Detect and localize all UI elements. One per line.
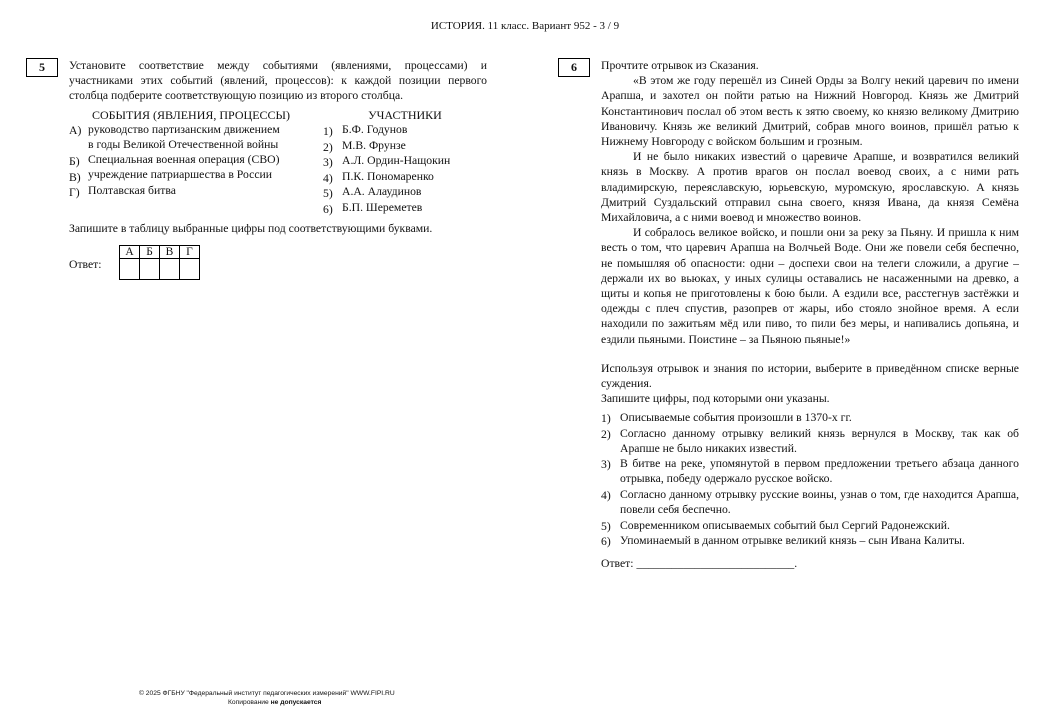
option-text: Современником описываемых событий был Сергий Радонежский.	[620, 518, 950, 532]
passage-paragraph: «В этом же году перешёл из Синей Орды за Волгу некий царевич по имени Арапша, и захотел он пойти ратью на Нижний Новгород. Князь же Дмитрий Константинович послал об этом весть к зятю своему, ко князю великому Дмитрию Ивановичу. Князь же великий Дмитрий, собрав много воинов, пришёл ратью к Нижнему Новгороду с войском большим и грозным.	[601, 74, 1019, 149]
event-letter: В)	[69, 171, 81, 184]
answer-table-header-a: А	[120, 246, 140, 259]
task-5-instruction: Установите соответствие между событиями (явлениями, процессами) и участниками этих событий (явлений, процессов): к каждой позиции первого столбца подберите соответствующую позицию из второго столбца.	[69, 59, 487, 103]
event-text: Полтавская битва	[88, 184, 176, 197]
passage-intro: Прочтите отрывок из Сказания.	[601, 59, 759, 72]
footer-copy-bold: не допускается	[270, 699, 322, 706]
answer-cell-b[interactable]	[140, 259, 160, 280]
participant-name: П.К. Пономаренко	[342, 170, 434, 183]
event-text: учреждение патриаршества в России	[88, 168, 273, 181]
participant-name: М.В. Фрунзе	[342, 139, 406, 152]
option-item	[601, 426, 1019, 456]
table-instruction: Запишите в таблицу выбранные цифры под соответствующими буквами.	[69, 222, 433, 235]
option-text: Описываемые события произошли в 1370-х гг.	[620, 411, 852, 424]
event-text: руководство партизанским движением	[88, 123, 280, 136]
footer-copyright: © 2025 ФГБНУ "Федеральный институт педагогических измерений" WWW.FIPI.RU	[139, 690, 395, 697]
footer-copy-notice	[228, 699, 321, 706]
participant-number: 4)	[323, 172, 333, 185]
task-6-passage	[601, 58, 1019, 347]
page-header: ИСТОРИЯ. 11 класс. Вариант 952 - 3 / 9	[430, 20, 620, 32]
event-letter: Г)	[69, 186, 80, 199]
option-number: 1)	[601, 412, 611, 425]
option-number: 4)	[601, 488, 611, 502]
option-item	[601, 533, 1019, 548]
passage-paragraph: И не было никаких известий о царевиче Арапше, и возвратился великий князь в Москву. А против врагов он послал воевод своих, а с ними рать владимирскую, переяславскую, юрьевскую, муромскую, ярославскую. А князь Дмитрий Суздальский отправил сына своего, князя Ивана, да князя Семёна Михайловича, а с ними воевод и множество воинов.	[601, 150, 1019, 225]
task-6-question	[601, 361, 1019, 407]
answer-table-header-g: Г	[180, 246, 200, 259]
participant-number: 2)	[323, 141, 333, 154]
participant-number: 5)	[323, 187, 333, 200]
participants-column-header: УЧАСТНИКИ	[368, 108, 442, 122]
answer-cell-a[interactable]	[120, 259, 140, 280]
footer-copy-prefix: Копирование	[228, 699, 271, 706]
participant-name: Б.П. Шереметев	[342, 201, 423, 214]
answer-label: Ответ:	[69, 258, 102, 271]
event-letter: Б)	[69, 155, 80, 168]
option-item	[601, 518, 1019, 533]
participant-number: 6)	[323, 203, 333, 216]
event-text: в годы Великой Отечественной войны	[88, 138, 279, 151]
event-letter: А)	[69, 124, 82, 137]
option-text: Упоминаемый в данном отрывке великий князь – сын Ивана Калиты.	[620, 534, 965, 548]
answer-table-header-b: Б	[140, 246, 160, 259]
option-text: В битве на реке, упомянутой в первом предложении третьего абзаца данного отрывка, победу одержало русское войско.	[620, 457, 1019, 486]
answer-blank[interactable]: ___________________________.	[636, 557, 798, 570]
events-column-header: СОБЫТИЯ (ЯВЛЕНИЯ, ПРОЦЕССЫ)	[92, 108, 290, 122]
participant-name: Б.Ф. Годунов	[342, 123, 408, 136]
participant-name: А.Л. Ордин-Нащокин	[342, 154, 451, 167]
option-item	[601, 456, 1019, 486]
task-5-number: 5	[26, 58, 58, 77]
question-text: Используя отрывок и знания по истории, выберите в приведённом списке верные суждения.	[601, 362, 1019, 391]
task-6-number: 6	[558, 58, 590, 77]
participant-name: А.А. Алаудинов	[342, 185, 422, 198]
option-item	[601, 410, 1019, 425]
option-number: 3)	[601, 458, 611, 472]
answer-cell-g[interactable]	[180, 259, 200, 280]
option-text: Согласно данному отрывку великий князь вернулся в Москву, так как об Арапше не было никаких известий.	[620, 426, 1019, 455]
passage-paragraph: И собралось великое войско, и пошли они за реку за Пьяну. И пришла к ним весть о том, что царевич Арапша на Волчьей Воде. Они же повели себя беспечно, не помышляя об опасности: одни – доспехи свои на телеги сложили, а другие – держали их во вьюках, у иных сулицы оставались не насаженными на древко, а щиты и копья не приготовлены к бою были. А ездили все, расстегнув застёжки и одежды с плеч спустив, разопрев от жары, ибо стояло знойное время. А если находили по зажитьям мёд или пиво, то пили без меры, и напивались допьяна, и ездили пьяными. Поистине – за Пьяною пьяные!»	[601, 226, 1019, 346]
write-instruction: Запишите цифры, под которыми они указаны.	[601, 392, 830, 406]
participant-number: 1)	[323, 125, 333, 138]
task-6-answer	[601, 557, 797, 570]
answer-table-header-v: В	[160, 246, 180, 259]
option-number: 2)	[601, 427, 611, 441]
option-text: Согласно данному отрывку русские воины, узнав о том, где находится Арапша, повели себя беспечно.	[620, 487, 1019, 517]
participant-number: 3)	[323, 156, 333, 169]
event-text: Специальная военная операция (СВО)	[88, 153, 280, 166]
answer-table	[119, 245, 200, 280]
answer-cell-v[interactable]	[160, 259, 180, 280]
task-6-options	[601, 410, 1019, 549]
option-item	[601, 487, 1019, 517]
answer-label: Ответ:	[601, 557, 634, 570]
option-number: 5)	[601, 519, 611, 533]
option-number: 6)	[601, 535, 611, 549]
